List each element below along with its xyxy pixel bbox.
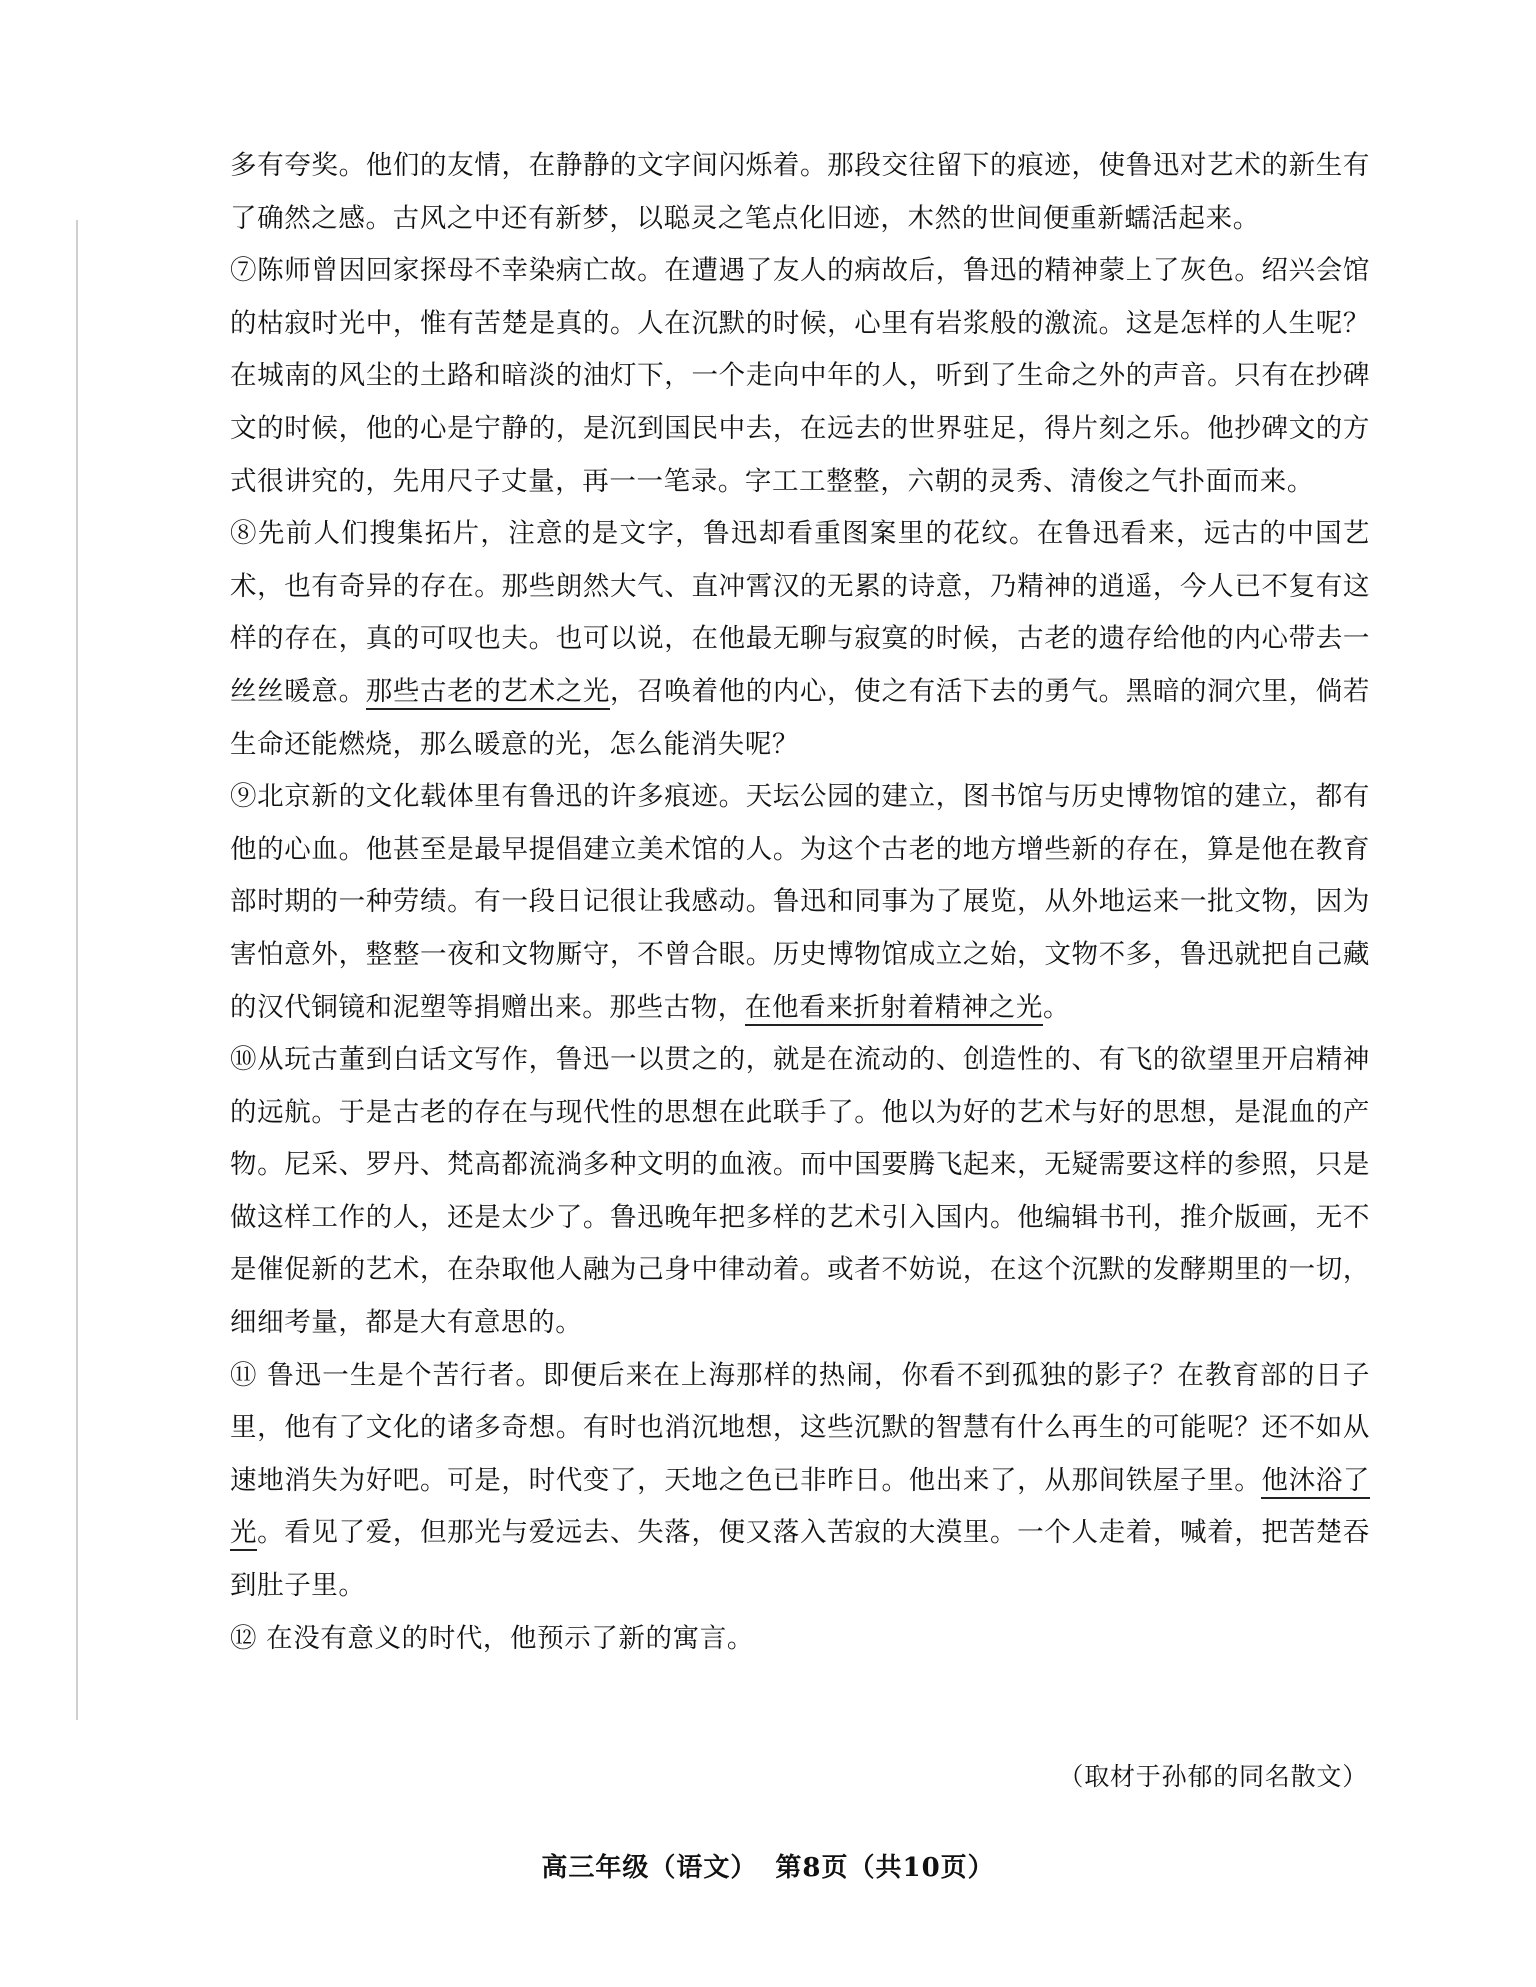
text-segment: ⑩从玩古董到白话文写作，鲁迅一以贯之的，就是在流动的、创造性的、有飞的欲望里开启精神的远航。于是古老的存在与现代性的思想在此联手了。他以为好的艺术与好的思想，是混血的产物。尼采、罗丹、梵高都流淌多种文明的血液。而中国要腾飞起来，无疑需要这样的参照，只是做这样工作的人，还是太少了。鲁迅晚年把多样的艺术引入国内。他编辑书刊，推介版画，无不是催促新的艺术，在杂取他人融为己身中律动着。或者不妨说，在这个沉默的发酵期里的一切，细细考量，都是大有意思的。: [230, 1044, 1370, 1339]
underlined-phrase: 在他看来折射着精神之光: [745, 992, 1043, 1026]
text-segment: ⑫ 在没有意义的时代，他预示了新的寓言。: [230, 1622, 754, 1654]
paragraph-11: [230, 1350, 1370, 1613]
article-body: [230, 140, 1370, 1665]
footer-page-number: 第8页（共10页）: [775, 1853, 995, 1883]
underlined-phrase: 那些古老的艺术之光: [366, 676, 610, 710]
footer-grade: 高三年级（语文）: [541, 1853, 758, 1883]
paragraph-12: [230, 1613, 1370, 1666]
page-footer: [0, 1847, 1536, 1884]
page-edge-line: [76, 220, 78, 1720]
text-segment: ，召唤着他的内心，使之有活下去的勇气。黑暗的洞穴里，倘若生命还能燃烧，那么暖意的光，怎么能消失呢？: [230, 675, 1370, 760]
underlined-phrase: 他沐浴了光: [230, 1465, 1370, 1552]
text-segment: ⑨北京新的文化载体里有鲁迅的许多痕迹。天坛公园的建立，图书馆与历史博物馆的建立，都有他的心血。他甚至是最早提倡建立美术馆的人。为这个古老的地方增些新的存在，算是他在教育部时期的一种劳绩。有一段日记很让我感动。鲁迅和同事为了展览，从外地运来一批文物，因为害怕意外，整整一夜和文物厮守，不曾合眼。历史博物馆成立之始，文物不多，鲁迅就把自己藏的汉代铜镜和泥塑等捐赠出来。那些古物，: [230, 781, 1370, 1023]
text-segment: ⑦陈师曾因回家探母不幸染病亡故。在遭遇了友人的病故后，鲁迅的精神蒙上了灰色。绍兴会馆的枯寂时光中，惟有苦楚是真的。人在沉默的时候，心里有岩浆般的激流。这是怎样的人生呢？在城南的风尘的土路和暗淡的油灯下，一个走向中年的人，听到了生命之外的声音。只有在抄碑文的时候，他的心是宁静的，是沉到国民中去，在远去的世界驻足，得片刻之乐。他抄碑文的方式很讲究的，先用尺子丈量，再一一笔录。字工工整整，六朝的灵秀、清俊之气扑面而来。: [230, 255, 1370, 497]
text-segment: 多有夸奖。他们的友情，在静静的文字间闪烁着。那段交往留下的痕迹，使鲁迅对艺术的新生有了确然之感。古风之中还有新梦，以聪灵之笔点化旧迹，木然的世间便重新蠕活起来。: [230, 150, 1370, 234]
text-segment: 。看见了爱，但那光与爱远去、失落，便又落入苦寂的大漠里。一个人走着，喊着，把苦楚吞到肚子里。: [230, 1517, 1370, 1602]
paragraph-7: [230, 245, 1370, 508]
paragraph-10: [230, 1034, 1370, 1350]
paragraph-8: [230, 508, 1370, 771]
text-segment: ⑧先前人们搜集拓片，注意的是文字，鲁迅却看重图案里的花纹。在鲁迅看来，远古的中国艺术，也有奇异的存在。那些朗然大气、直冲霄汉的无累的诗意，乃精神的逍遥，今人已不复有这样的存在，真的可叹也夫。也可以说，在他最无聊与寂寞的时候，古老的遗存给他的内心带去一丝丝暖意。: [230, 518, 1370, 707]
text-segment: 。: [1043, 991, 1071, 1023]
text-segment: ⑪ 鲁迅一生是个苦行者。即便后来在上海那样的热闹，你看不到孤独的影子？在教育部的日子里，他有了文化的诸多奇想。有时也消沉地想，这些沉默的智慧有什么再生的可能呢？还不如从速地消失为好吧。可是，时代变了，天地之色已非昨日。他出来了，从那间铁屋子里。: [230, 1359, 1370, 1496]
source-attribution: （取材于孙郁的同名散文）: [1058, 1762, 1368, 1791]
paragraph-9: [230, 771, 1370, 1034]
paragraph-continuation: [230, 140, 1370, 245]
